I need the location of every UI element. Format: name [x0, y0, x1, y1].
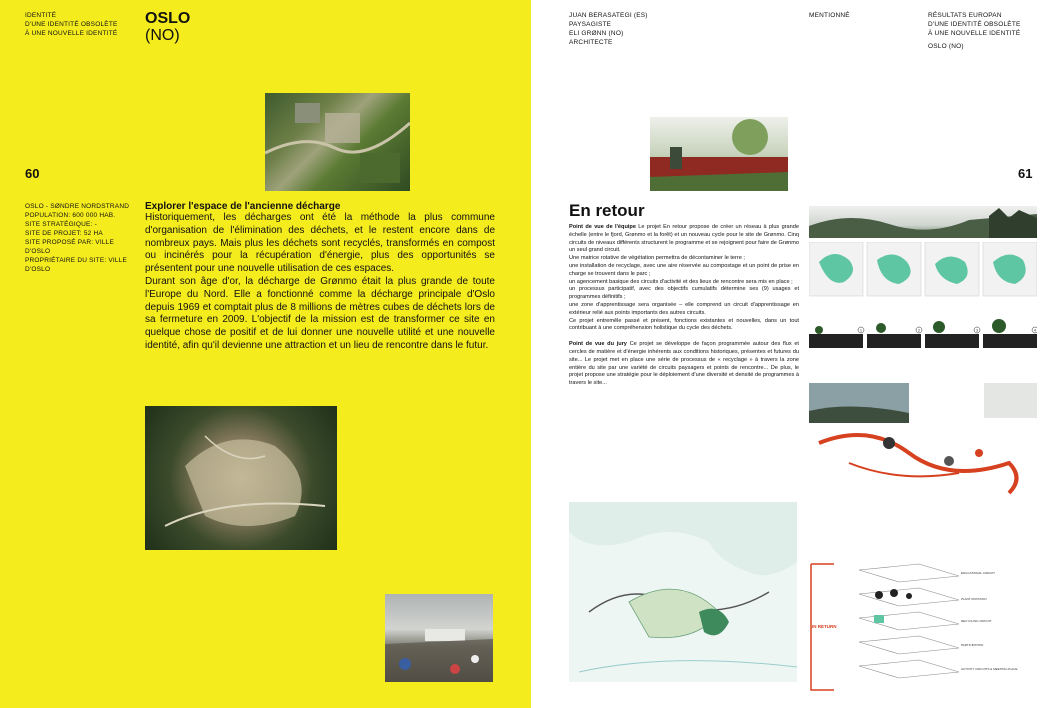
article-paragraph: Durant son âge d'or, la décharge de Grønmo était la plus grande de toute l'Europe du Nord. Elle a fonctionné comme la décharge principale d'Oslo depuis 1969 et comptait plus de 8 millions de mètres cubes de déchets lors de sa fermeture en 2009. L'objectif de la mission est de transformer ce site en quelque chose de positif et de lui donner une nouvelle utilité et une nouvelle identité, afin qu'il devienne une attraction et un lieu de rencontre dans le futur. [145, 275, 495, 351]
site-info-line: PROPRIÉTAIRE DU SITE: VILLE [25, 257, 128, 264]
section-number: 2 [918, 328, 920, 333]
site-plan-drawing [569, 502, 797, 682]
collage-image-detail [650, 117, 788, 191]
project-description [569, 224, 799, 388]
jury-view-label: Point de vue du jury [569, 341, 627, 348]
page-number-right: 61 [1018, 166, 1033, 181]
team-credits [569, 11, 689, 47]
panorama-strip [809, 206, 1037, 238]
site-info-line: SITE STRATÉGIQUE: - [25, 221, 97, 228]
layer-label: ACTIVITY CIRCUITS & MEETING PLACE [961, 667, 1018, 671]
country-code: (NO) [145, 27, 180, 44]
series-label-right [928, 11, 1048, 51]
site-info-line: D'OSLO [25, 266, 51, 273]
article-paragraph: Historiquement, les décharges ont été la méthode la plus commune d'organisation de l'élimination des déchets, et le restent encore dans de nombreux pays. Mais plus les déchets sont recyclés, transformés en compost ou incinérés pour la récupération d'énergie, plus des opportunités se présentent pour une nouvelle utilisation de ces espaces. [145, 212, 495, 275]
series-line: IDENTITÉ [25, 12, 57, 19]
aerial-photo-top-detail [265, 93, 410, 191]
team-line: JUAN BERASATEGI (ES) [569, 12, 648, 19]
layers-diagram-drawing [809, 560, 1037, 694]
section-number: 3 [976, 328, 978, 333]
layers-diagram [809, 560, 1037, 694]
team-line: ARCHITECTE [569, 39, 613, 46]
layer-label: RECYCLING CIRCUIT [961, 619, 992, 623]
team-view-item: Une matrice rotative de végétation permettra de décontaminer le terre ; [569, 255, 745, 262]
team-view-text: Le projet En retour propose de créer un réseau à plus grande échelle (entre le fjord, Grønmo et la forêt) et un nouveau cycle pour le site de Grønmo. Cinq circuits de niveaux différents structurent le programme et se rejoignent pour faire de Grønmo un seul grand circuit. [569, 224, 799, 254]
jury-view-text: Ce projet se développe de façon programmée autour des flux et cercles de matière et d'énergie inhérents aux conditions historiques, présentes et futures du site... Le projet met en place une série de processus de « recyclage » à travers la zone entière du site par une variété de circuits paysagers et points de rencontre... De plus, le projet propose une stratégie pour le déploiement d'une diversité et densité de programmes à travers le site... [569, 341, 799, 387]
phase-maps-drawing [809, 242, 1037, 358]
site-info [25, 202, 135, 274]
team-view-item: une installation de recyclage, avec une aire réservée au compostage et un point de prise en charge se trouvent dans le parc ; [569, 262, 799, 277]
collage-image [650, 117, 788, 191]
project-title: En retour [569, 201, 645, 220]
aerial-photo-top [265, 93, 410, 191]
right-page [531, 0, 1062, 708]
series-label [25, 11, 135, 38]
panorama-strip-detail [809, 206, 1037, 238]
team-line: PAYSAGISTE [569, 21, 612, 28]
site-info-line: SITE DE PROJET: 52 HA [25, 230, 103, 237]
jury-view-paragraph [569, 341, 799, 388]
site-info-line: OSLO - SØNDRE NORDSTRAND [25, 203, 130, 210]
diagram-title: IN RETURN [812, 624, 837, 629]
series-line: D'UNE IDENTITÉ OBSOLÈTE [928, 21, 1021, 28]
section-number: 1 [860, 328, 862, 333]
layer-label: PLANT ROTATION [961, 597, 987, 601]
page-number: 60 [25, 166, 40, 181]
team-line: ELI GRØNN (NO) [569, 30, 624, 37]
layer-label: EDUCATIONAL CIRCUIT [961, 571, 996, 575]
circuit-diagram [809, 383, 1037, 495]
series-line: À UNE NOUVELLE IDENTITÉ [25, 30, 118, 37]
circuit-diagram-drawing [809, 383, 1037, 495]
layer-label: PARTICIPATION [961, 643, 984, 647]
city-title [145, 10, 190, 44]
city-name: OSLO [145, 10, 191, 27]
phase-maps [809, 242, 1037, 358]
team-view-item: un agencement basique des circuits d'activité et des lieux de rencontre sera mis en place ; [569, 278, 793, 285]
series-line: À UNE NOUVELLE IDENTITÉ [928, 30, 1021, 37]
team-view-label: Point de vue de l'équipe [569, 224, 636, 230]
ground-photo [385, 594, 493, 682]
article-left [145, 201, 495, 353]
site-plan [569, 502, 797, 682]
site-info-line: SITE PROPOSÉ PAR: VILLE D'OSLO [25, 239, 115, 255]
aerial-photo-landfill [145, 406, 337, 550]
series-line: D'UNE IDENTITÉ OBSOLÈTE [25, 21, 118, 28]
team-view-item: un processus participatif, avec des objectifs cumulatifs détermine ses (9) usages et programmes définitifs ; [569, 286, 799, 301]
article-heading: Explorer l'espace de l'ancienne décharge [145, 201, 341, 212]
team-view-item: Ce projet entremêle passé et présent, fonctions existantes et nouvelles, dans un tout contribuant à une compréhension holistique du cycle des déchets. [569, 317, 799, 332]
mention-label: MENTIONNÉ [809, 12, 850, 19]
team-view-item: une zone d'apprentissage sera organisée – elle comprend un circuit d'apprentissage en extérieur relié aux points importants des autres circuits. [569, 301, 799, 316]
site-info-line: POPULATION: 600 000 HAB. [25, 212, 116, 219]
series-line: RÉSULTATS EUROPAN [928, 12, 1002, 19]
team-view-paragraph [569, 224, 799, 255]
location-line: OSLO (NO) [928, 43, 964, 50]
section-number: 4 [1034, 328, 1036, 333]
ground-photo-detail [385, 594, 493, 682]
aerial-photo-landfill-detail [145, 406, 337, 550]
